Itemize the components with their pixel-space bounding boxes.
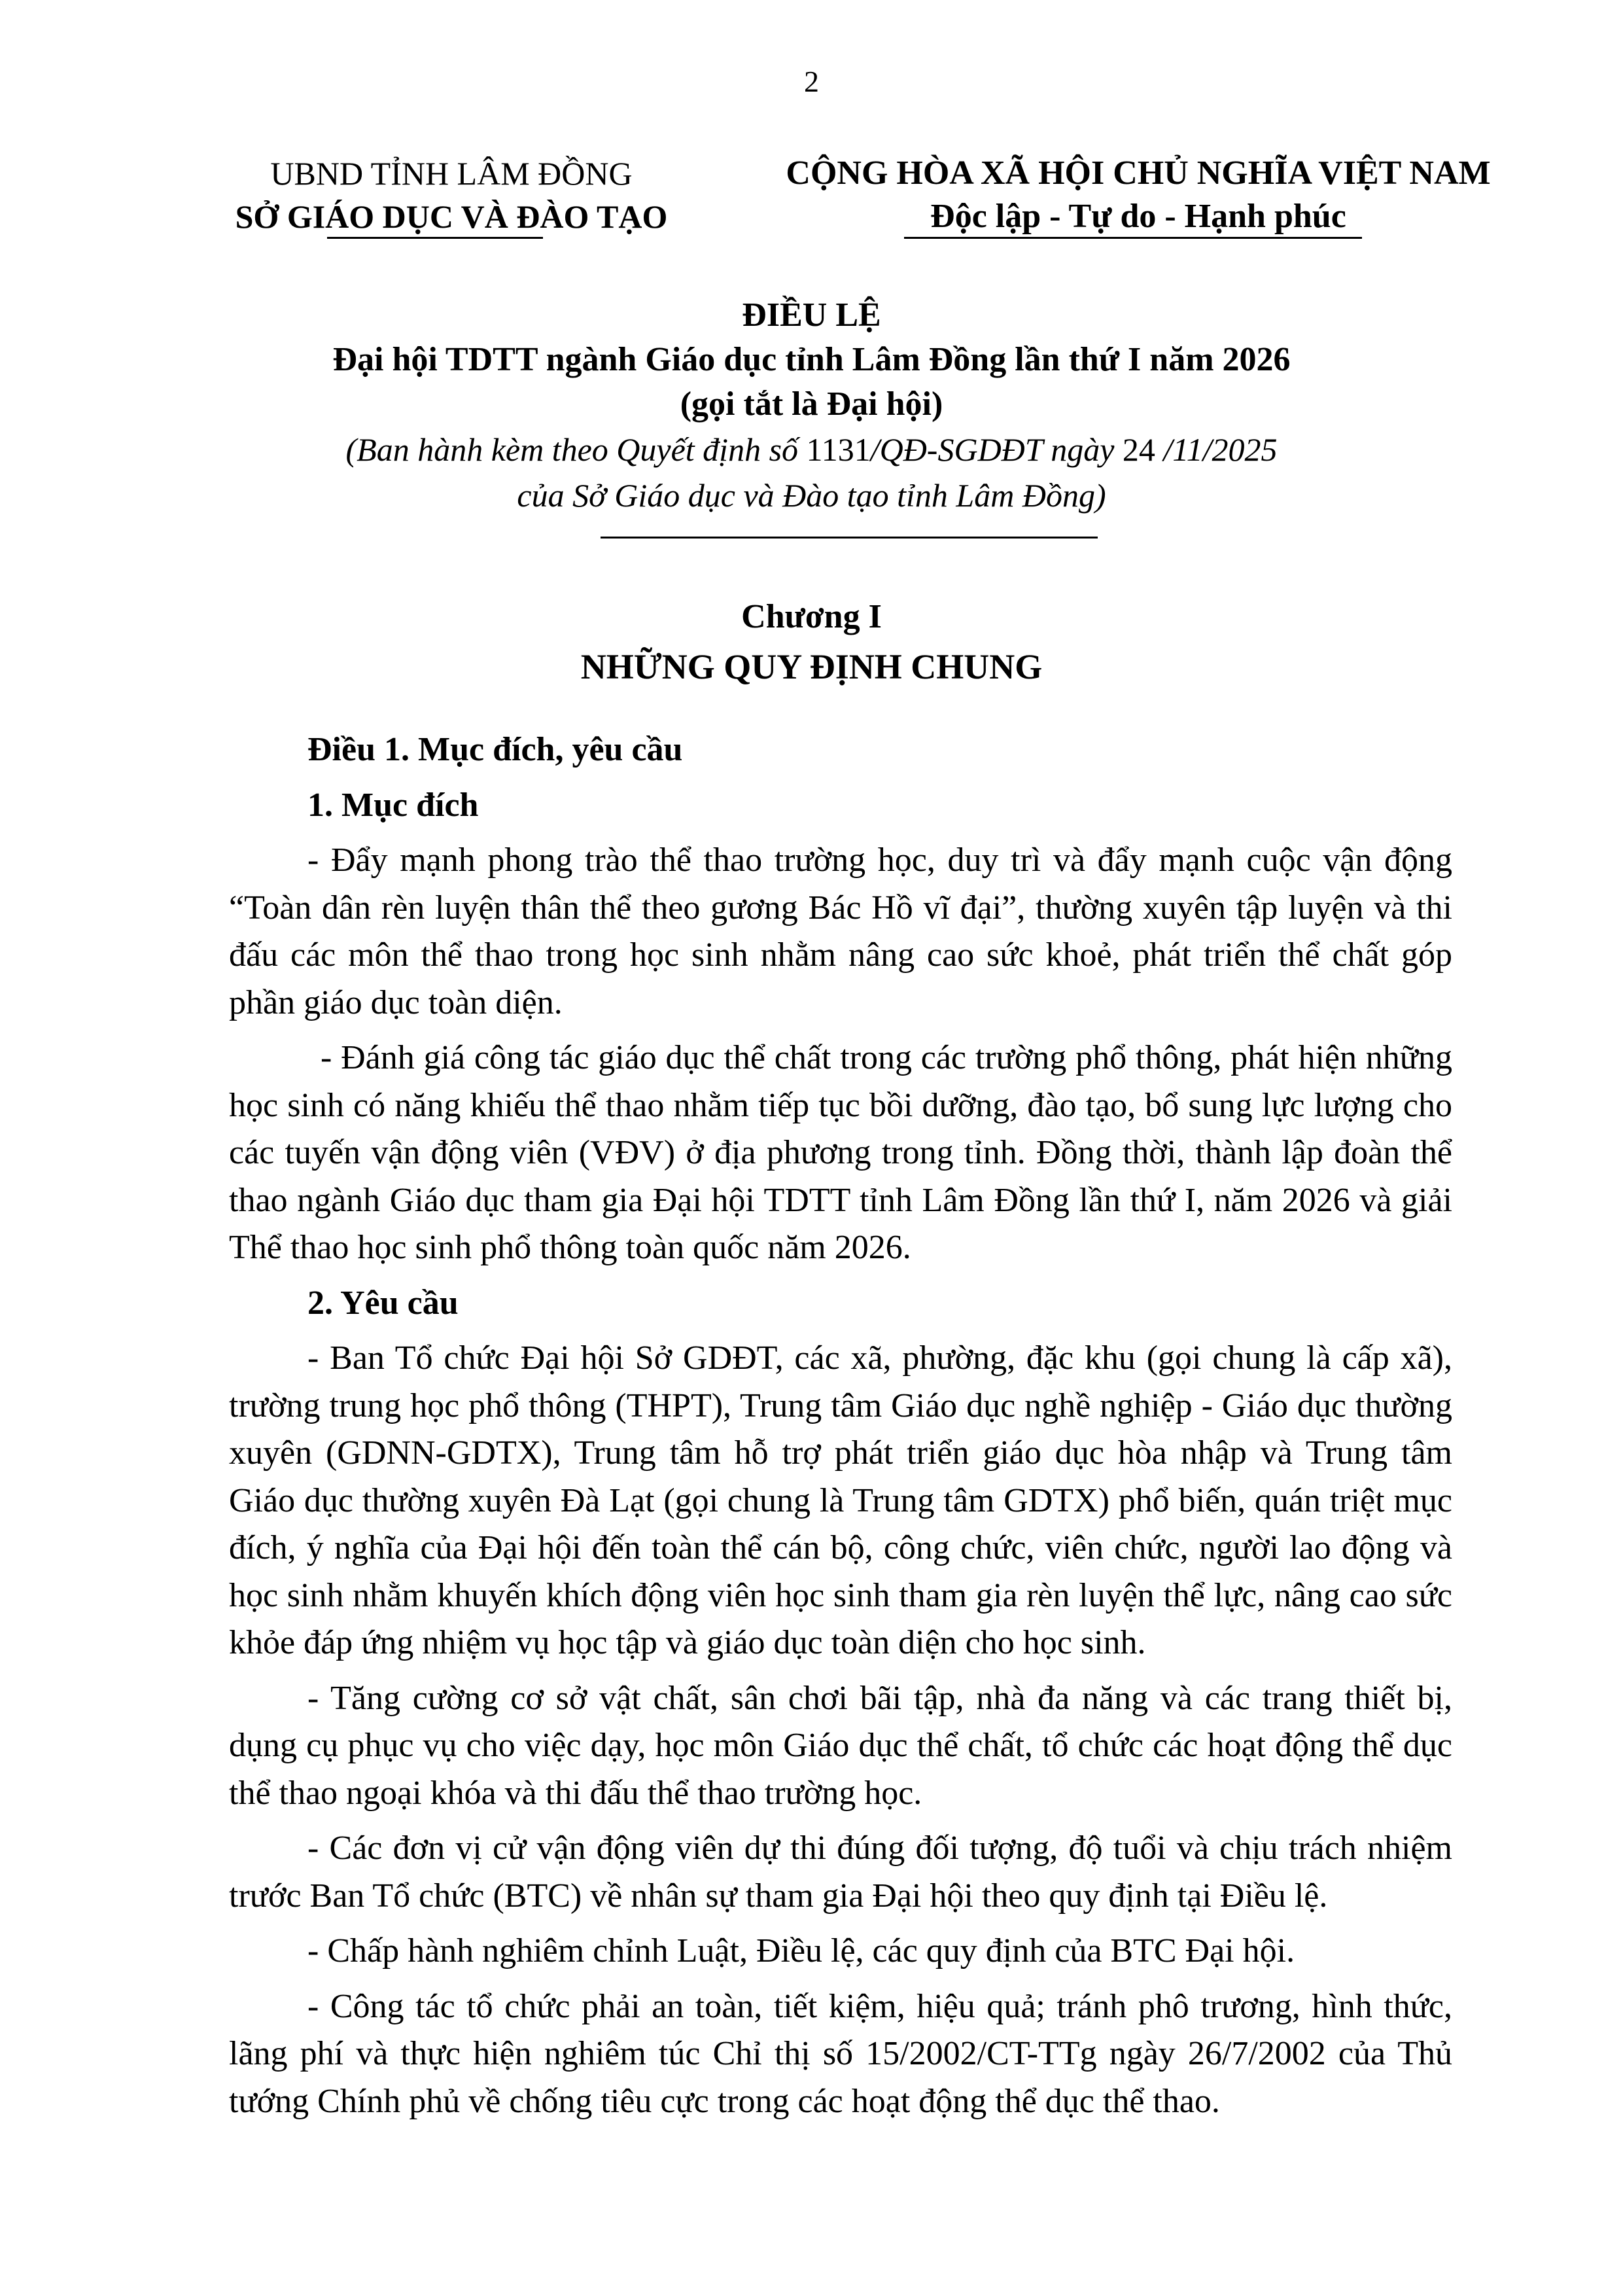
decision-suffix: /QĐ-SGDĐT ngày xyxy=(870,431,1123,468)
document-type: ĐIỀU LỆ xyxy=(742,296,881,334)
section-heading-purpose: 1. Mục đích xyxy=(307,786,479,824)
motto-underline xyxy=(904,237,1362,239)
department-name: SỞ GIÁO DỤC VÀ ĐÀO TẠO xyxy=(235,198,668,235)
issuing-authority xyxy=(196,152,707,238)
chapter-label: Chương I xyxy=(741,598,882,635)
paragraph: - Tăng cường cơ sở vật chất, sân chơi bãi tập, nhà đa năng và các trang thiết bị, dụng cụ phục vụ cho việc dạy, học môn Giáo dục thể chất, tổ chức các hoạt động thể dục thể thao ngoại khóa và thi đấu thể thao trường học. xyxy=(229,1679,1452,1812)
paragraph: - Công tác tổ chức phải an toàn, tiết kiệm, hiệu quả; tránh phô trương, hình thức, lãng phí và thực hiện nghiêm túc Chỉ thị số 15/2002/CT-TTg ngày 26/7/2002 của Thủ tướng Chính phủ về chống tiêu cực trong các hoạt động thể dục thể thao. xyxy=(229,1987,1452,2120)
issuing-body-line: của Sở Giáo dục và Đào tạo tỉnh Lâm Đồng) xyxy=(517,477,1106,514)
decision-date-rest: /11/2025 xyxy=(1155,431,1278,468)
paragraph: - Các đơn vị cử vận động viên dự thi đúng đối tượng, độ tuổi và chịu trách nhiệm trước Ban Tổ chức (BTC) về nhân sự tham gia Đại hội theo quy định tại Điều lệ. xyxy=(229,1829,1452,1915)
national-motto: Độc lập - Tự do - Hạnh phúc xyxy=(930,198,1346,235)
document-name: Đại hội TDTT ngành Giáo dục tỉnh Lâm Đồng lần thứ I năm 2026 xyxy=(332,341,1291,378)
decision-number: 1131 xyxy=(806,431,871,468)
page-number: 2 xyxy=(804,65,819,98)
nation-name: CỘNG HÒA XÃ HỘI CHỦ NGHĨA VIỆT NAM xyxy=(786,154,1491,192)
issuance-line xyxy=(0,427,1623,472)
paragraph: - Chấp hành nghiêm chỉnh Luật, Điều lệ, các quy định của BTC Đại hội. xyxy=(307,1932,1295,1969)
document-body xyxy=(229,726,1452,2133)
paragraph: - Đánh giá công tác giáo dục thể chất trong các trường phổ thông, phát hiện những học sinh có năng khiếu thể thao nhằm tiếp tục bồi dưỡng, đào tạo, bổ sung lực lượng cho các tuyến vận động viên (VĐV) ở địa phương trong tỉnh. Đồng thời, thành lập đoàn thể thao ngành Giáo dục tham gia Đại hội TDTT tỉnh Lâm Đồng lần thứ I, năm 2026 và giải Thể thao học sinh phổ thông toàn quốc năm 2026. xyxy=(229,1039,1452,1266)
decision-day: 24 xyxy=(1122,431,1155,468)
national-heading xyxy=(752,152,1524,238)
chapter-heading xyxy=(0,594,1623,694)
document-title-block xyxy=(0,293,1623,518)
authority-name: UBND TỈNH LÂM ĐỒNG xyxy=(270,155,633,192)
document-header xyxy=(0,152,1623,263)
article-title: Điều 1. Mục đích, yêu cầu xyxy=(307,731,683,768)
document-short-name: (gọi tắt là Đại hội) xyxy=(680,385,943,423)
section-heading-requirements: 2. Yêu cầu xyxy=(307,1284,459,1322)
chapter-title: NHỮNG QUY ĐỊNH CHUNG xyxy=(580,647,1043,686)
title-underline xyxy=(601,537,1098,539)
authority-underline xyxy=(327,237,543,239)
issuance-prefix: (Ban hành kèm theo Quyết định số xyxy=(345,431,807,468)
paragraph: - Ban Tổ chức Đại hội Sở GDĐT, các xã, phường, đặc khu (gọi chung là cấp xã), trường trung học phổ thông (THPT), Trung tâm Giáo dục nghề nghiệp - Giáo dục thường xuyên (GDNN-GDTX), Trung tâm hỗ trợ phát triển giáo dục hòa nhập và Trung tâm Giáo dục thường xuyên Đà Lạt (gọi chung là Trung tâm GDTX) phổ biến, quán triệt mục đích, ý nghĩa của Đại hội đến toàn thể cán bộ, công chức, viên chức, người lao động và học sinh nhằm khuyến khích động viên học sinh tham gia rèn luyện thể lực, nâng cao sức khỏe đáp ứng nhiệm vụ học tập và giáo dục toàn diện cho học sinh. xyxy=(229,1339,1452,1661)
paragraph: - Đẩy mạnh phong trào thể thao trường học, duy trì và đẩy mạnh cuộc vận động “Toàn dân rèn luyện thân thể theo gương Bác Hồ vĩ đại”, thường xuyên tập luyện và thi đấu các môn thể thao trong học sinh nhằm nâng cao sức khoẻ, phát triển thể chất góp phần giáo dục toàn diện. xyxy=(229,841,1452,1021)
